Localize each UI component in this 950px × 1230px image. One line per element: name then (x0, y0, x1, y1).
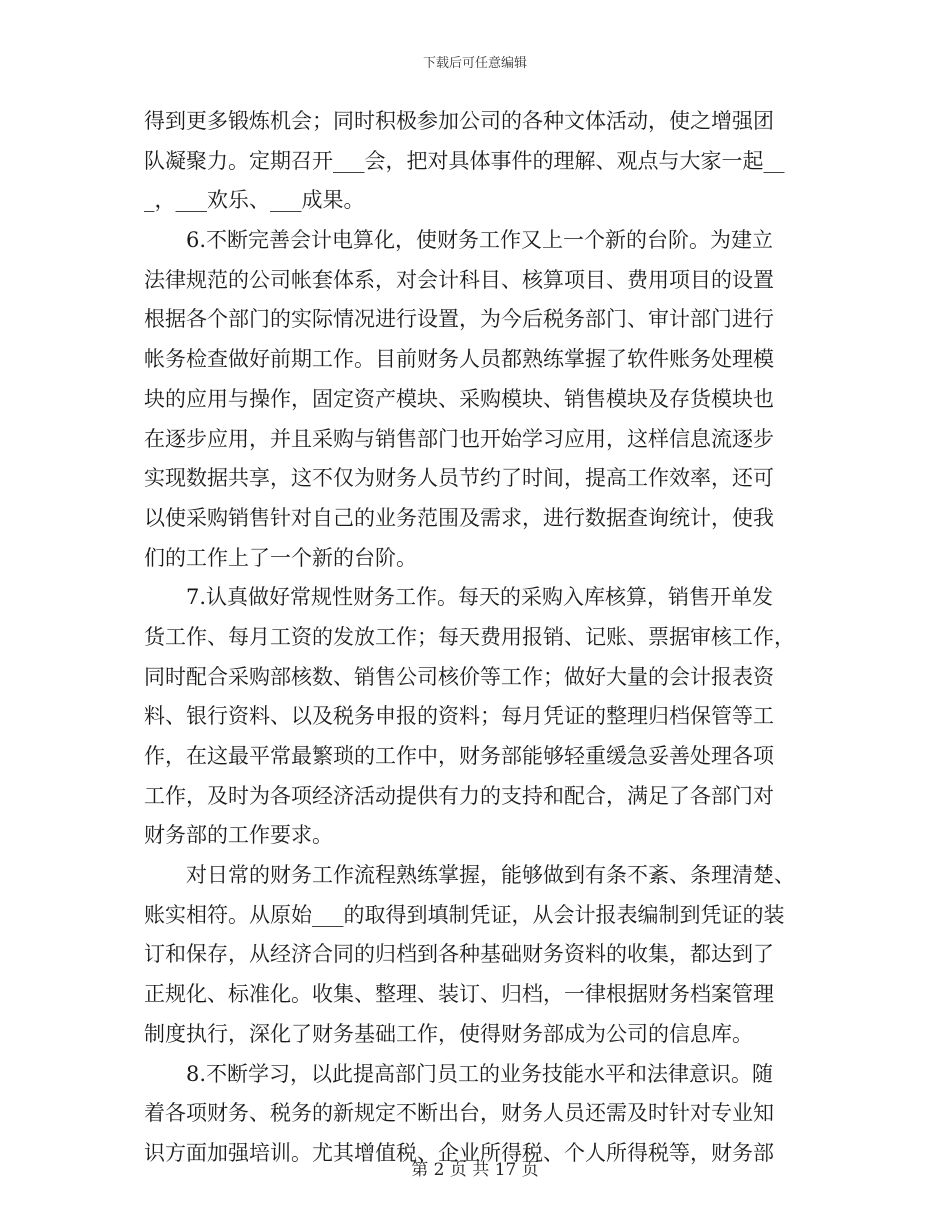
paragraph-start-line: 7.认真做好常规性财务工作。每天的采购入库核算，销售开单发 (186, 585, 774, 610)
text-line: 在逐步应用，并且采购与销售部门也开始学习应用，这样信息流逐步 (144, 426, 774, 451)
text-line: 得到更多锻炼机会；同时积极参加公司的各种文体活动，使之增强团 (144, 109, 774, 133)
text-line: 着各项财务、税务的新规定不断出台，财务人员还需及时针对专业知 (144, 1101, 774, 1126)
text-line: 队凝聚力。定期召开___会，把对具体事件的理解、观点与大家一起__ (144, 148, 785, 173)
text-line: 正规化、标准化。收集、整理、装订、归档，一律根据财务档案管理 (144, 982, 774, 1007)
text-line: 以使采购销售针对自己的业务范围及需求，进行数据查询统计，使我 (144, 505, 774, 530)
text-line: 帐务检查做好前期工作。目前财务人员都熟练掌握了软件账务处理模 (144, 347, 774, 372)
text-line: 们的工作上了一个新的台阶。 (144, 545, 417, 570)
document-body (144, 102, 814, 1174)
text-line: 工作，及时为各项经济活动提供有力的支持和配合，满足了各部门对 (144, 783, 774, 808)
paragraph-start-line: 对日常的财务工作流程熟练掌握，能够做到有条不紊、条理清楚、 (186, 863, 795, 888)
text-line: 账实相符。从原始___的取得到填制凭证，从会计报表编制到凭证的装 (144, 902, 785, 927)
text-line: 同时配合采购部核数、销售公司核价等工作；做好大量的会计报表资 (144, 664, 774, 689)
text-line: 作，在这最平常最繁琐的工作中，财务部能够轻重缓急妥善处理各项 (144, 744, 774, 768)
text-line: 财务部的工作要求。 (144, 823, 333, 848)
text-line: 块的应用与操作，固定资产模块、采购模块、销售模块及存货模块也 (144, 386, 774, 411)
paragraph-start-line: 8.不断学习，以此提高部门员工的业务技能水平和法律意识。随 (186, 1061, 774, 1086)
text-line: 法律规范的公司帐套体系，对会计科目、核算项目、费用项目的设置 (144, 267, 774, 292)
text-line: 实现数据共享，这不仅为财务人员节约了时间，提高工作效率，还可 (144, 466, 774, 491)
paragraph-start-line: 6.不断完善会计电算化，使财务工作又上一个新的台阶。为建立 (186, 228, 774, 253)
text-line: _，___欢乐、___成果。 (144, 188, 365, 213)
page-number-footer: 第 2 页 共 17 页 (411, 1160, 539, 1180)
page-header: 下载后可任意编辑 (422, 56, 527, 71)
text-line: 订和保存，从经济合同的归档到各种基础财务资料的收集，都达到了 (144, 942, 774, 967)
text-line: 料、银行资料、以及税务申报的资料；每月凭证的整理归档保管等工 (144, 704, 774, 729)
text-line: 货工作、每月工资的发放工作；每天费用报销、记账、票据审核工作， (144, 624, 795, 649)
text-line: 识方面加强培训。尤其增值税、企业所得税、个人所得税等，财务部 (144, 1140, 774, 1165)
text-line: 根据各个部门的实际情况进行设置，为今后税务部门、审计部门进行 (144, 307, 774, 332)
text-line: 制度执行，深化了财务基础工作，使得财务部成为公司的信息库。 (144, 1021, 753, 1046)
